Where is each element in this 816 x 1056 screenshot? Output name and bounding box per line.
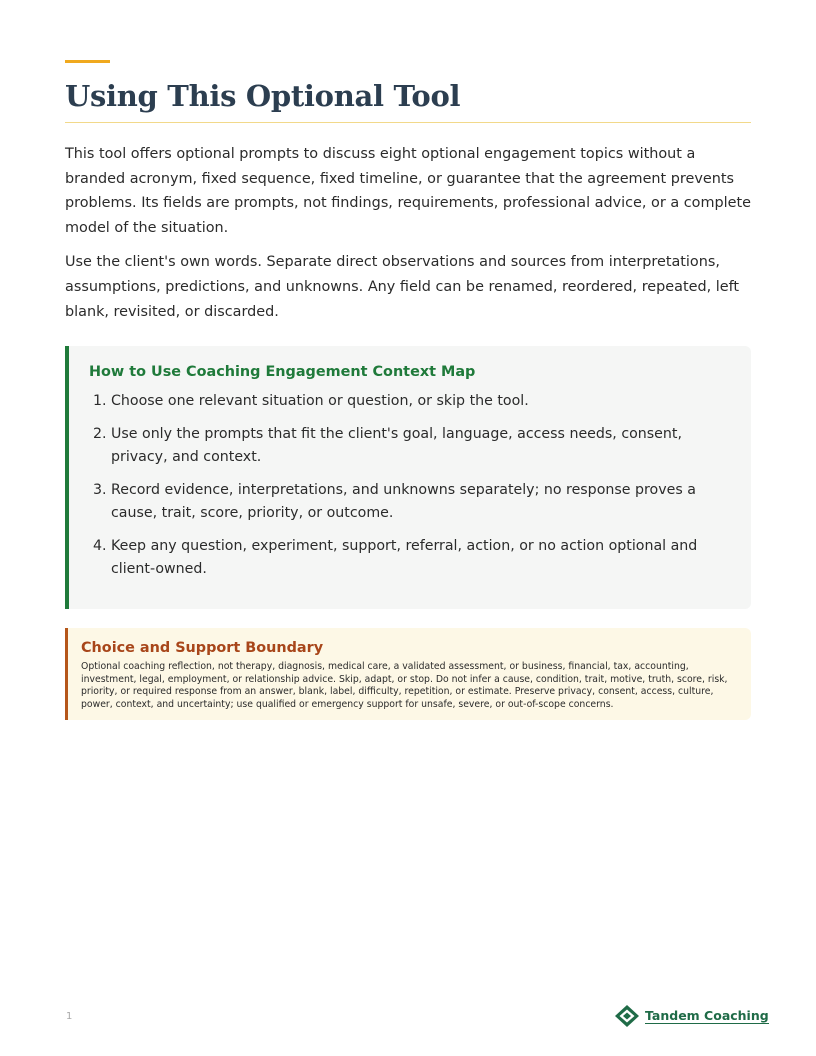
intro-paragraph: Use the client's own words. Separate direct observations and sources from interpretations, assumptions, predictions, and unknowns. Any field can be renamed, reordered, repeated, left blank, revisited, or discarded. <box>65 254 740 320</box>
intro-paragraph: This tool offers optional prompts to discuss eight optional engagement topics without a branded acronym, fixed sequence, fixed timeline, or guarantee that the agreement prevents problems. Its fields are prompts, not findings, requirements, professional advice, or a complete model of the situation. <box>65 146 751 236</box>
page-number: 1 <box>66 1011 73 1022</box>
boundary-text: Optional coaching reflection, not therapy, diagnosis, medical care, a validated assessment, or business, financial, tax, accounting, investment, legal, employment, or relationship advice. Skip, adapt, or stop. Do not infer a cause, condition, trait, motive, truth, score, risk, priority, or required response from an answer, blank, label, difficulty, repetition, or estimate. Preserve privacy, consent, access, culture, power, context, and uncertainty; use qualified or emergency support for unsafe, severe, or out-of-scope concerns. <box>81 661 728 711</box>
title-divider <box>65 122 751 123</box>
diamond-logo-icon <box>614 1004 640 1028</box>
title-accent-bar <box>65 60 110 63</box>
how-to-use-steps <box>89 390 723 581</box>
step-item: 4. Keep any question, experiment, support, referral, action, or no action optional and client-owned. <box>111 535 723 581</box>
brand-name: Tandem Coaching <box>645 1008 769 1023</box>
how-to-use-heading: How to Use Coaching Engagement Context Map <box>89 364 476 380</box>
step-item: 2. Use only the prompts that fit the client's goal, language, access needs, consent, privacy, and context. <box>111 423 723 469</box>
step-item: 1. Choose one relevant situation or question, or skip the tool. <box>111 390 723 413</box>
brand-footer <box>614 1004 769 1028</box>
how-to-use-callout <box>65 346 751 609</box>
boundary-callout <box>65 628 751 720</box>
step-item: 3. Record evidence, interpretations, and unknowns separately; no response proves a cause, trait, score, priority, or outcome. <box>111 479 723 525</box>
boundary-heading: Choice and Support Boundary <box>81 640 324 656</box>
page-title: Using This Optional Tool <box>65 79 461 113</box>
intro-section <box>65 142 751 334</box>
